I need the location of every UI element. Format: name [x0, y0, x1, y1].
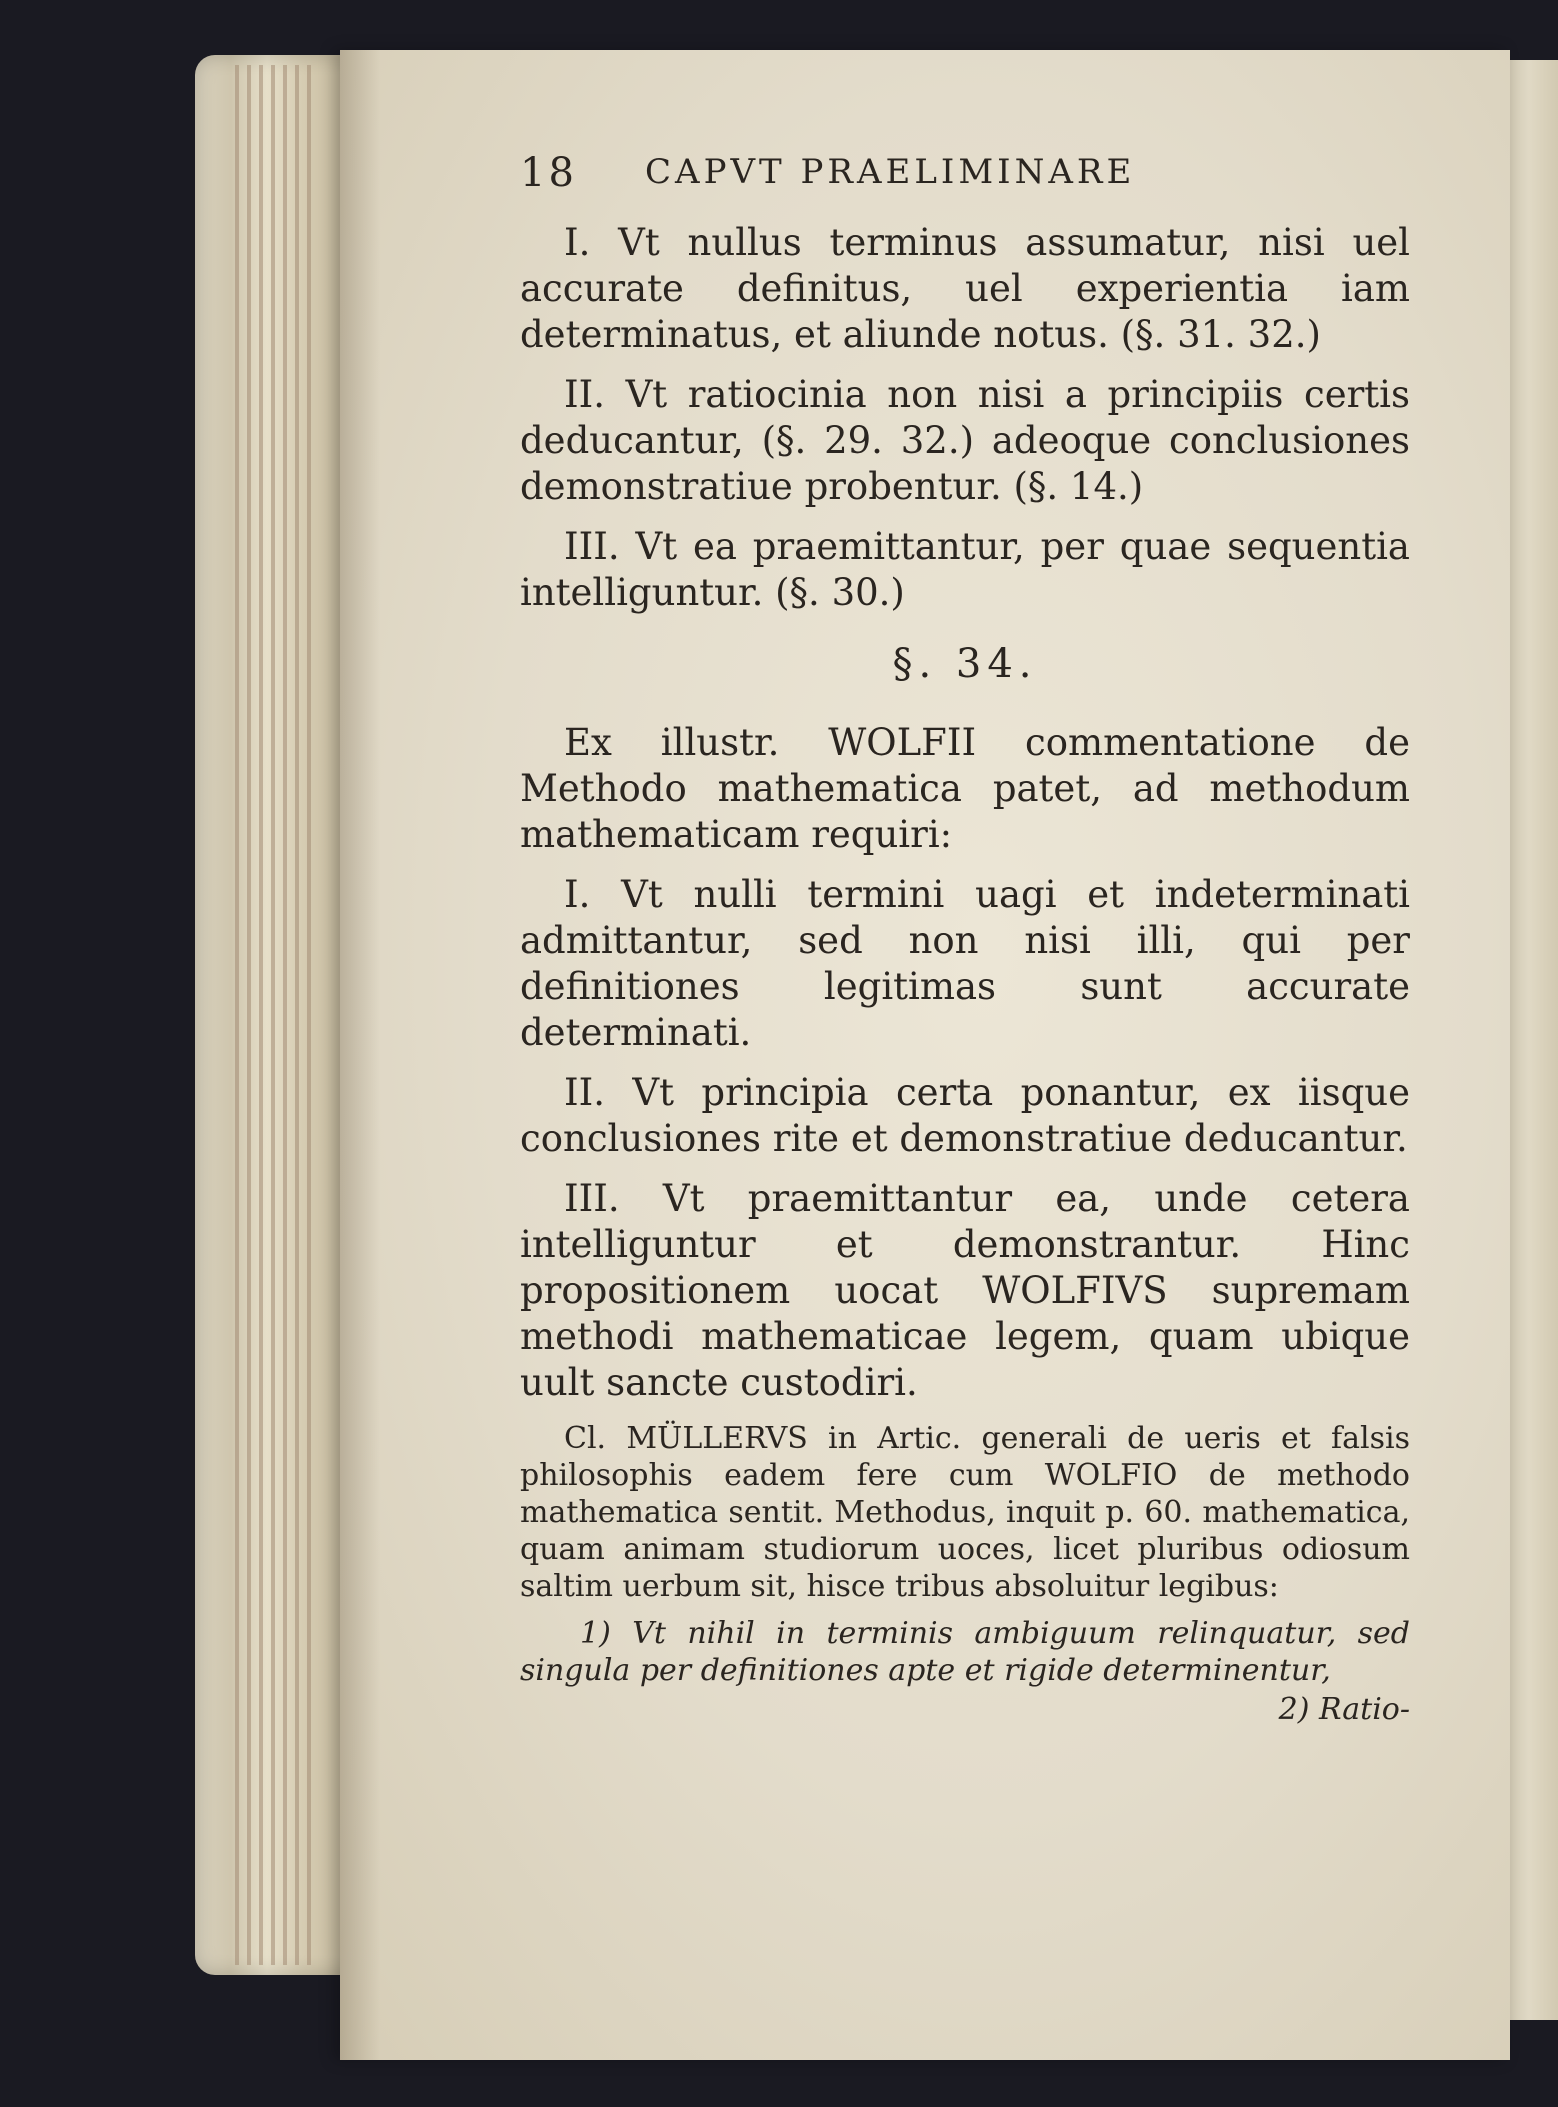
- footnote-rule: 1) Vt nihil in terminis ambiguum relinquatur, sed singula per definitiones apte et rigide determinentur,: [520, 1616, 1410, 1688]
- page-edge-stripe: [247, 65, 251, 1965]
- rule-paragraph: II. Vt ratiocinia non nisi a principiis certis deducantur, (§. 29. 32.) adeoque conclusiones demonstratiue probentur. (§. 14.): [520, 373, 1410, 508]
- gutter-shadow: [340, 50, 380, 2060]
- text-block: [520, 140, 1410, 1728]
- running-head: [520, 140, 1410, 220]
- page-edge-stripe: [307, 65, 311, 1965]
- rule-paragraph: II. Vt principia certa ponantur, ex iisque conclusiones rite et demonstratiue deducantur.: [520, 1071, 1410, 1160]
- catchword: 2) Ratio-: [1278, 1692, 1410, 1727]
- page-edge-stripe: [283, 65, 287, 1965]
- book-page: [340, 50, 1510, 2060]
- rule-paragraph: I. Vt nullus terminus assumatur, nisi uel accurate definitus, uel experientia iam determinatus, et aliunde notus. (§. 31. 32.): [520, 221, 1410, 356]
- rule-paragraph: III. Vt ea praemittantur, per quae sequentia intelliguntur. (§. 30.): [520, 525, 1410, 614]
- page-edge-stripe: [271, 65, 275, 1965]
- rule-paragraph: III. Vt praemittantur ea, unde cetera intelliguntur et demonstrantur. Hinc propositionem uocat WOLFIVS supremam methodi mathematicae legem, quam ubique uult sancte custodiri.: [520, 1177, 1410, 1404]
- footnote: Cl. MÜLLERVS in Artic. generali de ueris et falsis philosophis eadem fere cum WOLFIO de methodo mathematica sentit. Methodus, inquit p. 60. mathematica, quam animam studiorum uoces, licet pluribus odiosum saltim uerbum sit, hisce tribus absoluitur legibus:: [520, 1421, 1410, 1604]
- page-number: 18: [520, 150, 577, 196]
- body-paragraph: Ex illustr. WOLFII commentatione de Methodo mathematica patet, ad methodum mathematicam requiri:: [520, 721, 1410, 856]
- section-heading: §. 34.: [892, 641, 1038, 687]
- page-edge-stripe: [259, 65, 263, 1965]
- page-edge-stripe: [235, 65, 239, 1965]
- page-edge-stripe: [295, 65, 299, 1965]
- rule-paragraph: I. Vt nulli termini uagi et indeterminati admittantur, sed non nisi illi, qui per definitiones legitimas sunt accurate determinati.: [520, 873, 1410, 1054]
- running-title: CAPVT PRAELIMINARE: [645, 152, 1136, 192]
